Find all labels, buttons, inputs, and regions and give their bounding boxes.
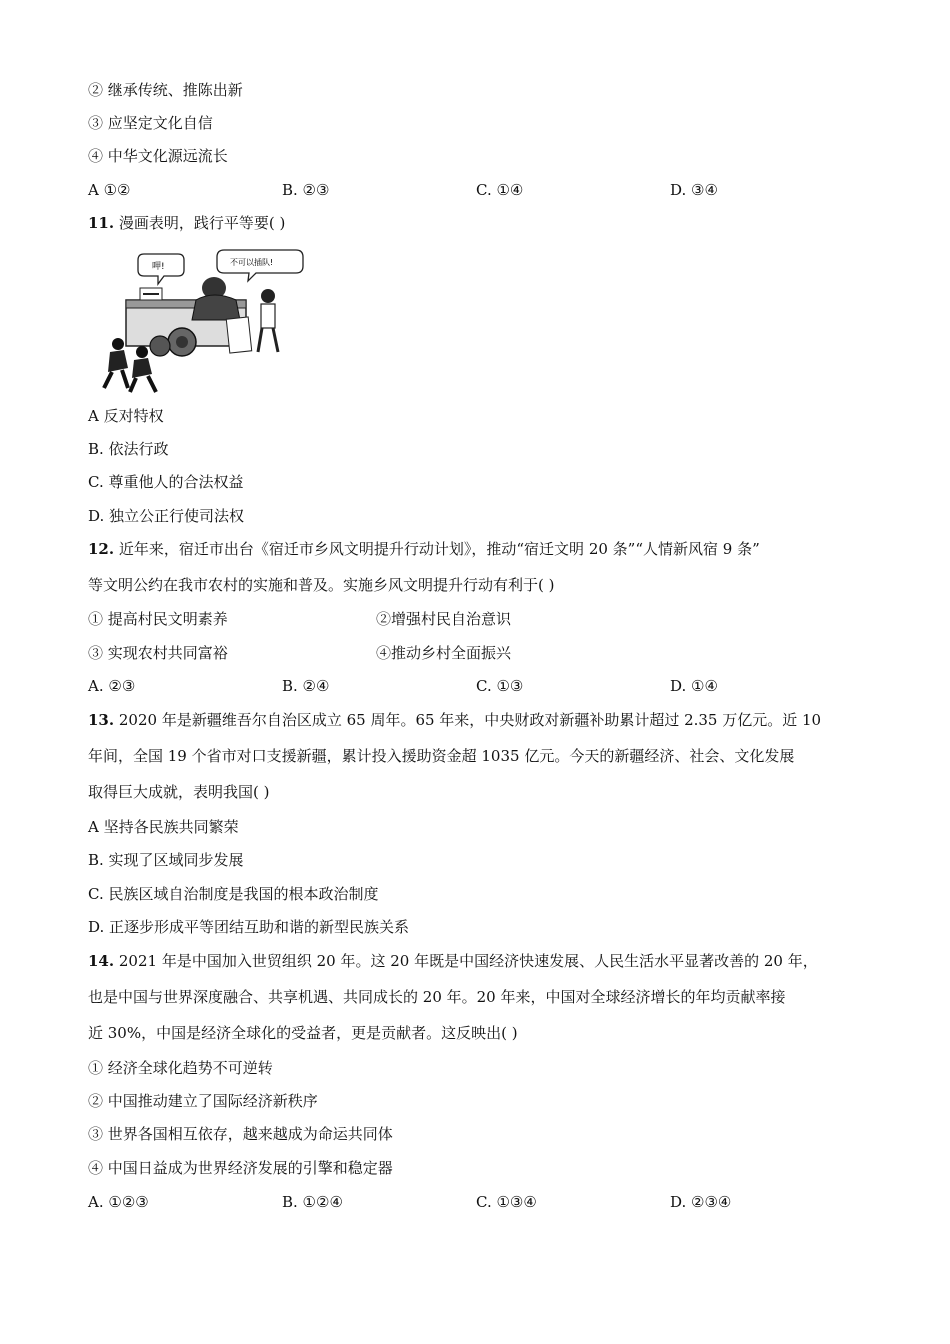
q14-stem-text-1: 2021 年是中国加入世贸组织 20 年。这 20 年既是中国经济快速发展、人民生活水平显著改善的 20 年， — [118, 952, 818, 970]
q11-option-a[interactable]: A 反对特权 — [88, 407, 164, 425]
q13-option-b[interactable]: B. 实现了区域同步发展 — [88, 851, 244, 869]
cartoon-bubble-right-text: 不可以插队! — [230, 258, 274, 267]
cartoon-child-head — [261, 289, 275, 303]
q14-statement-1: ① 经济全球化趋势不可逆转 — [88, 1059, 273, 1077]
q10-statement-3: ③ 应坚定文化自信 — [88, 114, 213, 132]
q12-option-c[interactable]: C. ①③ — [476, 677, 524, 695]
q10-option-b[interactable]: B. ②③ — [282, 181, 330, 199]
q12-stem-line2: 等文明公约在我市农村的实施和普及。实施乡风文明提升行动有利于( ) — [88, 576, 555, 594]
q14-option-b[interactable]: B. ①②④ — [282, 1193, 343, 1211]
q13-option-d[interactable]: D. 正逐步形成平等团结互助和谐的新型民族关系 — [88, 918, 410, 936]
q12-option-a[interactable]: A. ②③ — [88, 677, 136, 695]
cartoon-document — [226, 317, 251, 353]
q14-option-c[interactable]: C. ①③④ — [476, 1193, 537, 1211]
cartoon-bubble-left-text: 呷! — [152, 262, 165, 272]
cartoon-person-2-head — [136, 346, 148, 358]
q12-options — [88, 676, 868, 696]
q11-number: 11. — [88, 214, 115, 232]
q10-option-c[interactable]: C. ①④ — [476, 181, 524, 199]
q14-statement-2: ② 中国推动建立了国际经济新秩序 — [88, 1092, 318, 1110]
q12-option-b[interactable]: B. ②④ — [282, 677, 330, 695]
q14-options — [88, 1192, 868, 1212]
q12-statement-2: ②增强村民自治意识 — [376, 610, 512, 628]
q12-statement-4: ④推动乡村全面振兴 — [376, 644, 512, 662]
q11-stem-text: 漫画表明，践行平等要( ) — [118, 214, 286, 232]
q10-option-d[interactable]: D. ③④ — [670, 181, 718, 199]
q14-statement-4: ④ 中国日益成为世界经济发展的引擎和稳定器 — [88, 1159, 393, 1177]
q12-statements-row2 — [88, 643, 688, 663]
q13-stem-line2: 年间，全国 19 个省市对口支援新疆，累计投入援助资金超 1035 亿元。今天的新疆经济、社会、文化发展 — [88, 747, 795, 765]
q14-stem-line2: 也是中国与世界深度融合、共享机遇、共同成长的 20 年。20 年来，中国对全球经济增长的年均贡献率接 — [88, 988, 786, 1006]
q10-statement-4: ④ 中华文化源远流长 — [88, 147, 228, 165]
q13-number: 13. — [88, 711, 115, 729]
q10-option-a[interactable]: A ①② — [88, 181, 131, 199]
q11-option-b[interactable]: B. 依法行政 — [88, 440, 169, 458]
q12-number: 12. — [88, 540, 115, 558]
q14-statement-3: ③ 世界各国相互依存，越来越成为命运共同体 — [88, 1125, 393, 1143]
q12-statement-1: ① 提高村民文明素养 — [88, 610, 228, 628]
q13-stem-line3: 取得巨大成就，表明我国( ) — [88, 783, 270, 801]
q12-statements-row1 — [88, 609, 688, 629]
q10-statement-2: ② 继承传统、推陈出新 — [88, 81, 243, 99]
cartoon-person-1-head — [112, 338, 124, 350]
q13-option-c[interactable]: C. 民族区域自治制度是我国的根本政治制度 — [88, 885, 379, 903]
q12-stem-line1 — [88, 539, 760, 559]
q12-statement-3: ③ 实现农村共同富裕 — [88, 644, 228, 662]
q11-stem — [88, 213, 285, 233]
q14-stem-line1 — [88, 951, 818, 971]
q13-stem-line1 — [88, 710, 821, 730]
q11-cartoon — [96, 248, 308, 396]
q13-option-a[interactable]: A 坚持各民族共同繁荣 — [88, 818, 239, 836]
q13-stem-text-1: 2020 年是新疆维吾尔自治区成立 65 周年。65 年来，中央财政对新疆补助累计超过 2.35 万亿元。近 10 — [118, 711, 822, 729]
q11-option-c[interactable]: C. 尊重他人的合法权益 — [88, 473, 244, 491]
q12-option-d[interactable]: D. ①④ — [670, 677, 718, 695]
q12-stem-text-1: 近年来，宿迁市出台《宿迁市乡风文明提升行动计划》，推动“宿迁文明 20 条”“人情新风宿 9 条” — [118, 540, 760, 558]
q14-stem-line3: 近 30%，中国是经济全球化的受益者，更是贡献者。这反映出( ) — [88, 1024, 518, 1042]
q14-number: 14. — [88, 952, 115, 970]
q14-option-d[interactable]: D. ②③④ — [670, 1193, 732, 1211]
q14-option-a[interactable]: A. ①②③ — [88, 1193, 149, 1211]
q10-options — [88, 180, 868, 200]
q11-option-d[interactable]: D. 独立公正行使司法权 — [88, 507, 245, 525]
